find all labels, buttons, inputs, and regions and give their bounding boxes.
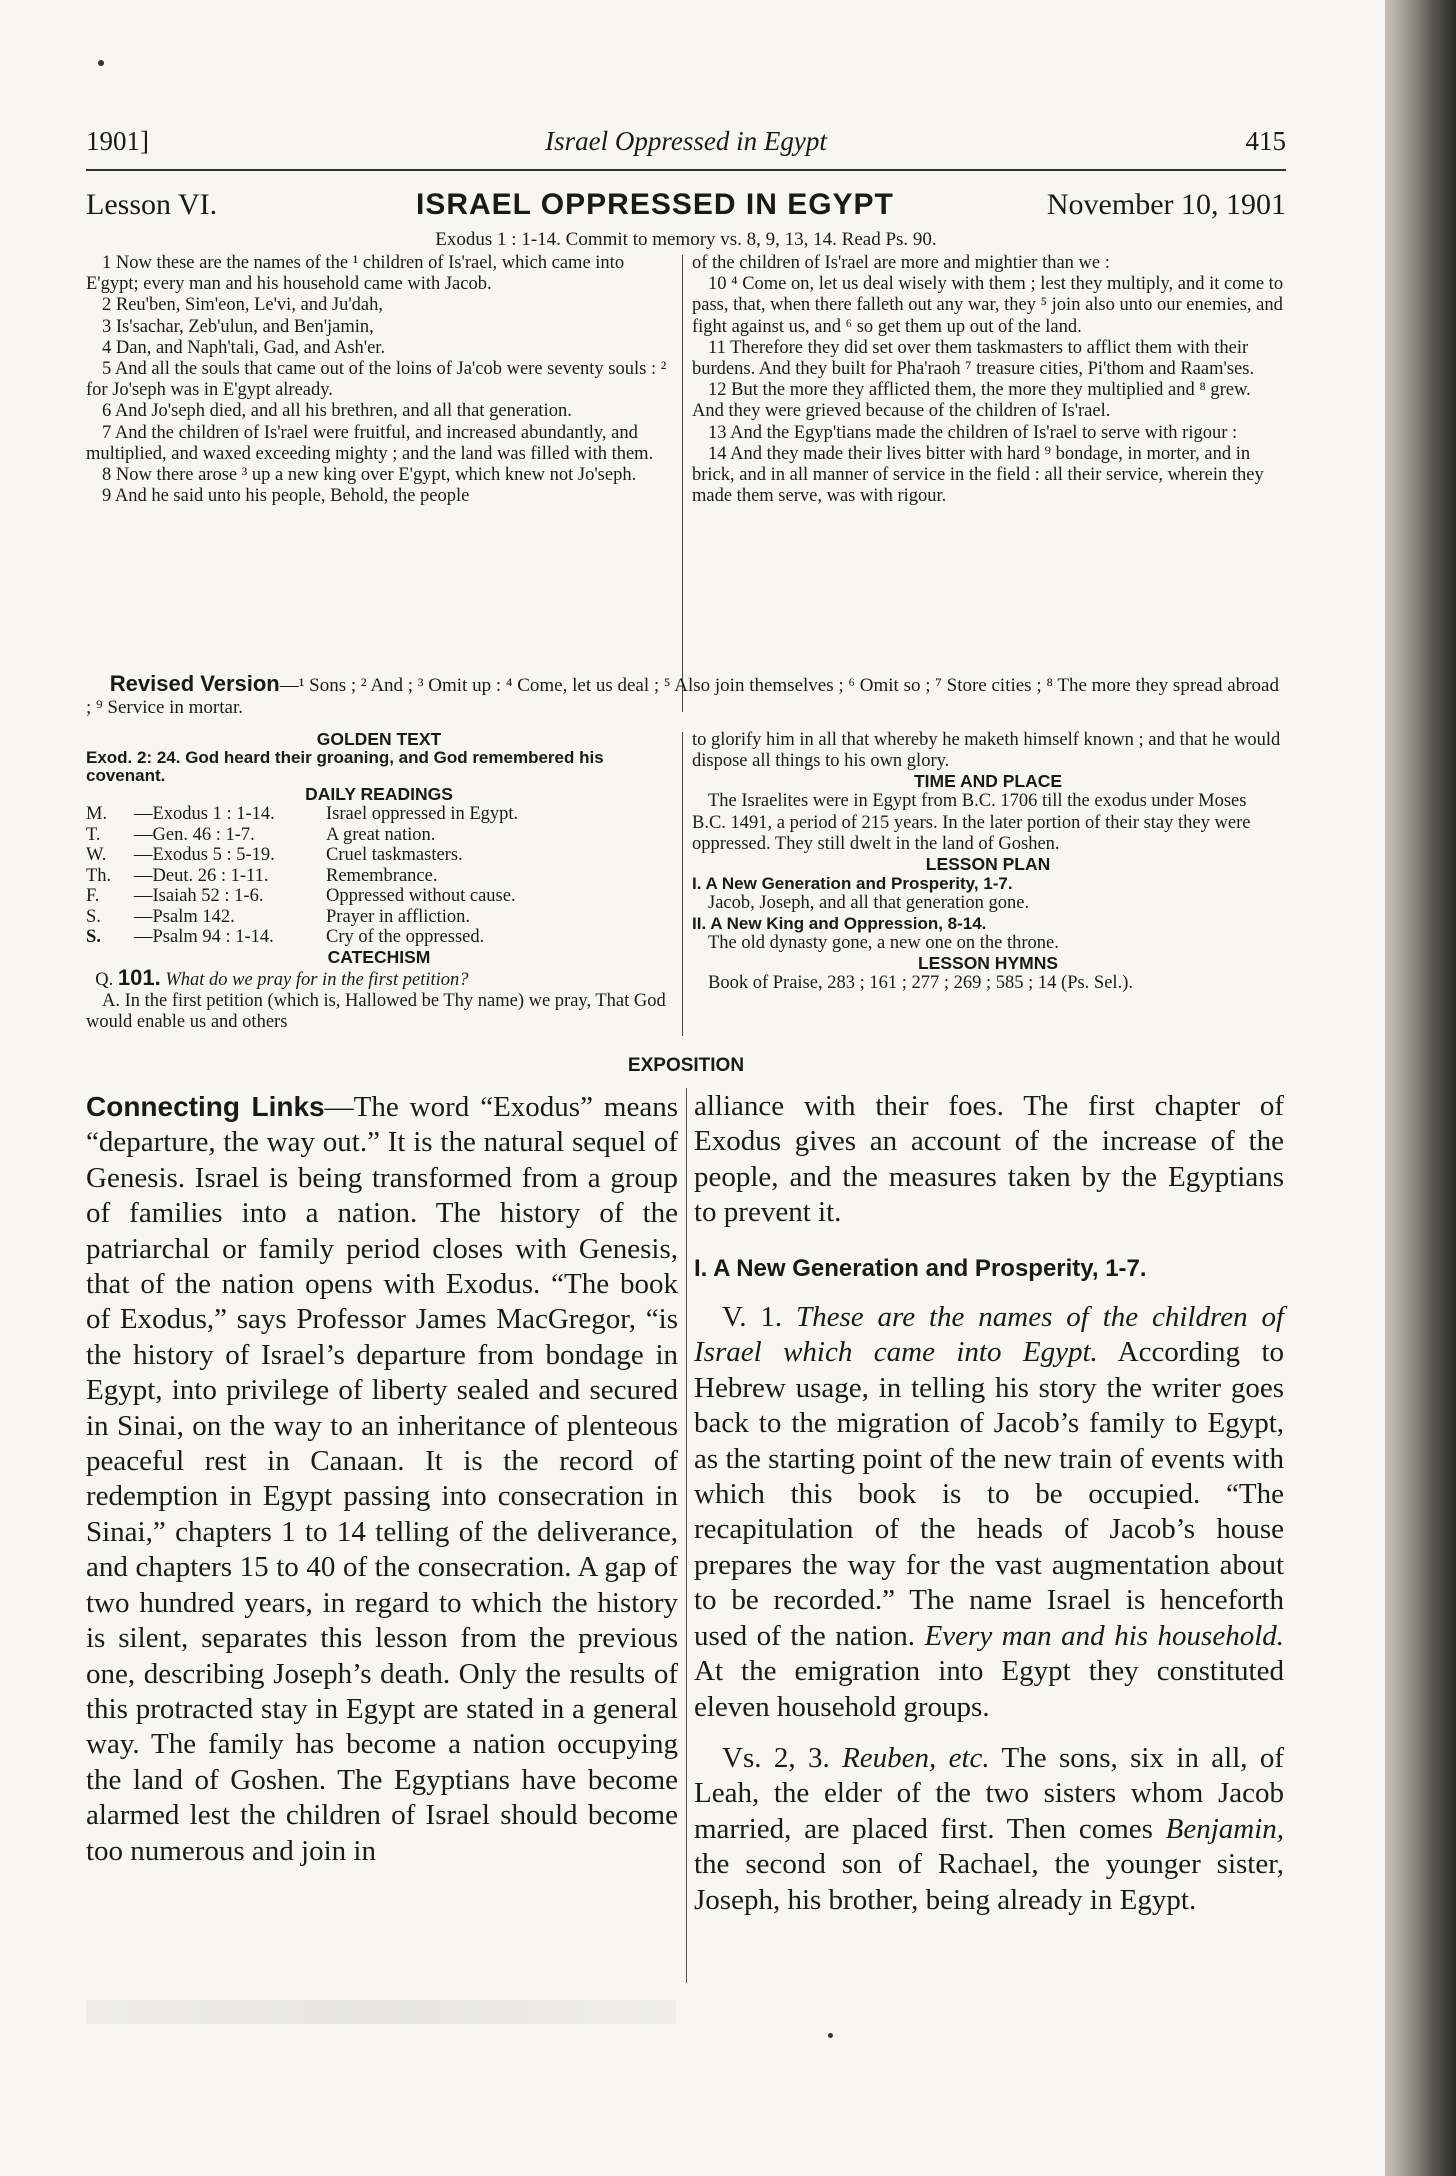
verse: 10 ⁴ Come on, let us deal wisely with them ; lest they multiply, and it come to pass, that, when there falleth out any war, they ⁵ join also unto our enemies, and fight against us, and ⁶ so get them up out of the land. — [692, 274, 1284, 337]
exposition-left-column — [86, 1089, 678, 1869]
lesson-title: ISRAEL OPPRESSED IN EGYPT — [416, 188, 894, 221]
verse: 3 Is'sachar, Zeb'ulun, and Ben'jamin, — [102, 316, 374, 337]
revised-version-text: —¹ Sons ; ² And ; ³ Omit up : ⁴ Come, let us deal ; ⁵ Also join themselves ; ⁶ Omit so ; ⁷ Store cities ; ⁸ The more they spread abroad ; ⁹ Service in mortar. — [86, 675, 1279, 718]
verse-ref: V. 1. — [722, 1301, 783, 1334]
reading-day: Th. — [86, 865, 112, 886]
verse: of the children of Is'rael are more and mightier than we : — [692, 253, 1110, 273]
connecting-links-text: —The word “Exodus” means “departure, the way out.” It is the natural sequel of Genesis. Israel is being transformed from a group of families into a nation. The history of the patriarchal or family period closes with Genesis, that of the nation opens with Exodus. “The book of Exodus,” says Professor James MacGregor, “is the history of Israel’s departure from bondage in Egypt, into privilege of liberty sealed and secured in Sinai, on the way to an inheritance of plenteous peaceful rest in Canaan. It is the record of redemption in Egypt passing into consecration in Sinai,” chapters 1 to 14 telling of the deliverance, and chapters 15 to 40 of the consecration. A gap of two hundred years, in regard to which the history is silent, separates this lesson from the previous one, describing Joseph’s death. Only the results of this protracted stay in Egypt are stated in a general way. The family has become a nation occupying the land of Goshen. The Egyptians have become alarmed lest the children of Israel should become too numerous and join in — [86, 1091, 678, 1867]
verse: 8 Now there arose ³ up a new king over E'gypt, which knew not Jo'seph. — [102, 465, 637, 486]
golden-text-heading: GOLDEN TEXT — [316, 729, 442, 749]
verse: 2 Reu'ben, Sim'eon, Le'vi, and Ju'dah, — [102, 295, 384, 316]
time-place-text: The Israelites were in Egypt from B.C. 1706 till the exodus under Moses B.C. 1491, a period of 215 years. In the later portion of their stay they were oppressed. They still dwelt in the land of Goshen. — [692, 791, 1251, 854]
reading-ref: —Isaiah 52 : 1-6. — [134, 886, 264, 906]
reading-title: Cruel taskmasters. — [326, 845, 463, 865]
reading-ref: —Psalm 94 : 1-14. — [134, 927, 274, 947]
reading-row — [86, 927, 518, 948]
exposition-paragraph-cont: alliance with their foes. The first chapter of Exodus gives an account of the increase of the people, and the measures taken by the Egyptians to prevent it. — [694, 1090, 1284, 1229]
exposition-right-column — [694, 1089, 1284, 1918]
catechism-question — [86, 964, 672, 991]
verse: 12 But the more they afflicted them, the more they multiplied and ⁸ grew. And they were grieved because of the children of Is'rael. — [692, 380, 1251, 422]
daily-readings-heading: DAILY READINGS — [305, 784, 453, 804]
verse-quote: Reuben, etc. — [842, 1741, 990, 1774]
reading-day: M. — [86, 804, 108, 824]
speck-mark — [98, 60, 104, 66]
reading-row — [86, 866, 518, 887]
book-spine-edge — [1378, 0, 1456, 2176]
verse: 5 And all the souls that came out of the loins of Ja'cob were seventy souls : ² for Jo'seph was in E'gypt already. — [86, 359, 667, 401]
lesson-plan-item-desc: Jacob, Joseph, and all that generation gone. — [708, 893, 1030, 914]
lesson-hymns-heading: LESSON HYMNS — [917, 953, 1059, 974]
revised-version — [86, 673, 1286, 719]
verse: 14 And they made their lives bitter with hard ⁹ bondage, in morter, and in brick, and in all manner of service in the field : all their service, wherein they made them serve, was with rigour. — [692, 443, 1264, 507]
exposition-paragraph — [86, 1089, 678, 1869]
reading-ref: —Exodus 1 : 1-14. — [134, 804, 275, 824]
daily-readings-table — [86, 804, 518, 948]
lesson-date: November 10, 1901 — [1046, 188, 1286, 221]
reading-row — [86, 804, 518, 825]
golden-readings-column — [86, 730, 672, 1033]
revised-version-label: Revised Version — [109, 671, 280, 696]
reading-title: Prayer in affliction. — [326, 906, 471, 927]
column-divider — [682, 255, 683, 712]
reading-row — [86, 825, 518, 846]
verse-quote: These are the names of the children of Israel which came into Egypt. — [694, 1301, 1284, 1369]
page-number: 415 — [1245, 126, 1286, 156]
column-divider — [686, 1088, 687, 1983]
reading-day: T. — [86, 824, 101, 845]
time-place-heading: TIME AND PLACE — [913, 771, 1063, 792]
scripture-right-column — [692, 253, 1284, 507]
verse: 4 Dan, and Naph'tali, Gad, and Ash'er. — [102, 337, 386, 358]
section-heading: I. A New Generation and Prosperity, 1-7. — [694, 1254, 1147, 1282]
reading-title: A great nation. — [326, 824, 436, 845]
commentary-text: The sons, six in all, of Leah, the elder of the two sisters whom Jacob married, are placed first. Then comes — [694, 1741, 1285, 1845]
lesson-plan-item-desc: The old dynasty gone, a new one on the throne. — [708, 933, 1059, 954]
verse: 11 Therefore they did set over them taskmasters to afflict them with their burdens. And they built for Pha'raoh ⁷ treasure cities, Pi'thom and Raam'ses. — [692, 337, 1255, 380]
time-plan-column — [692, 730, 1284, 995]
running-head-title: Israel Oppressed in Egypt — [545, 126, 827, 156]
reading-ref: —Psalm 142. — [134, 906, 235, 927]
reading-title: Oppressed without cause. — [326, 886, 516, 906]
commentary-text: At the emigration into Egypt they constituted eleven household groups. — [694, 1655, 1284, 1723]
reading-day: W. — [86, 845, 107, 865]
running-head-year: 1901] — [86, 126, 149, 156]
reading-day: S. — [86, 906, 101, 927]
verse: 7 And the children of Is'rael were fruitful, and increased abundantly, and multiplied, and waxed exceeding mighty ; and the land was filled with them. — [86, 422, 654, 464]
verse: 13 And the Egyp'tians made the children of Is'rael to serve with rigour : — [708, 422, 1238, 443]
reading-day: S. — [86, 927, 101, 947]
verse: 1 Now these are the names of the ¹ children of Is'rael, which came into E'gypt; every man and his household came with Jacob. — [86, 253, 625, 295]
catechism-answer-cont: to glorify him in all that whereby he maketh himself known ; and that he would dispose all things to his own glory. — [692, 730, 1281, 772]
catechism-answer: A. In the first petition (which is, Hallowed be Thy name) we pray, That God would enable us and others — [86, 990, 666, 1032]
lesson-number: Lesson VI. — [86, 188, 218, 221]
lesson-title-line — [86, 188, 1286, 228]
reading-row — [86, 886, 518, 907]
catechism-q-label: Q. — [95, 969, 114, 990]
catechism-q-number: 101. — [117, 964, 161, 990]
reading-day: F. — [86, 886, 100, 906]
scripture-left-column — [86, 253, 672, 507]
speck-mark — [828, 2033, 833, 2038]
reading-title: Israel oppressed in Egypt. — [326, 804, 519, 824]
lesson-plan-item-title: II. A New King and Oppression, 8-14. — [692, 914, 987, 934]
reading-ref: —Deut. 26 : 1-11. — [134, 865, 269, 886]
reading-title: Remembrance. — [326, 865, 438, 886]
verse-ref: Vs. 2, 3. — [722, 1741, 830, 1774]
header-rule — [86, 169, 1286, 171]
bleed-through-shadow — [86, 2000, 676, 2024]
commentary-text: the second son of Rachael, the younger sister, Joseph, his brother, being already in Egypt. — [694, 1848, 1284, 1916]
verse-commentary — [694, 1741, 1284, 1918]
connecting-links-lead: Connecting Links — [86, 1091, 325, 1122]
reading-ref: —Exodus 5 : 5-19. — [134, 845, 275, 865]
verse: 6 And Jo'seph died, and all his brethren, and all that generation. — [102, 401, 572, 422]
paragraph-gap — [694, 1725, 1284, 1741]
verse-quote: Benjamin, — [1165, 1812, 1285, 1845]
reading-row — [86, 907, 518, 928]
reading-title: Cry of the oppressed. — [326, 927, 485, 947]
commit-line: Exodus 1 : 1-14. Commit to memory vs. 8, 9, 13, 14. Read Ps. 90. — [435, 229, 937, 250]
reading-row — [86, 845, 518, 866]
catechism-question-text: What do we pray for in the first petition? — [165, 969, 469, 990]
exposition-heading: EXPOSITION — [627, 1055, 745, 1076]
lesson-plan-item-title: I. A New Generation and Prosperity, 1-7. — [692, 874, 1013, 894]
reading-ref: —Gen. 46 : 1-7. — [134, 824, 255, 845]
verse-quote: Every man and his household. — [924, 1619, 1285, 1652]
lesson-hymns-text: Book of Praise, 283 ; 161 ; 277 ; 269 ; 585 ; 14 (Ps. Sel.). — [708, 973, 1133, 994]
verse-commentary — [694, 1300, 1284, 1725]
catechism-heading: CATECHISM — [327, 946, 431, 967]
column-divider — [682, 732, 683, 1036]
lesson-plan-heading: LESSON PLAN — [925, 854, 1051, 875]
verse: 9 And he said unto his people, Behold, the people — [102, 486, 470, 507]
golden-text: Exod. 2: 24. God heard their groaning, and God remembered his covenant. — [86, 748, 604, 785]
commentary-text: According to Hebrew usage, in telling his story the writer goes back to the migration of Jacob’s family to Egypt, as the starting point of the new train of events with which this book is to be occupied. “The recapitulation of the heads of Jacob’s house prepares the way for the vast augmentation about to be recorded.” The name Israel is henceforth used of the nation. — [694, 1336, 1284, 1652]
